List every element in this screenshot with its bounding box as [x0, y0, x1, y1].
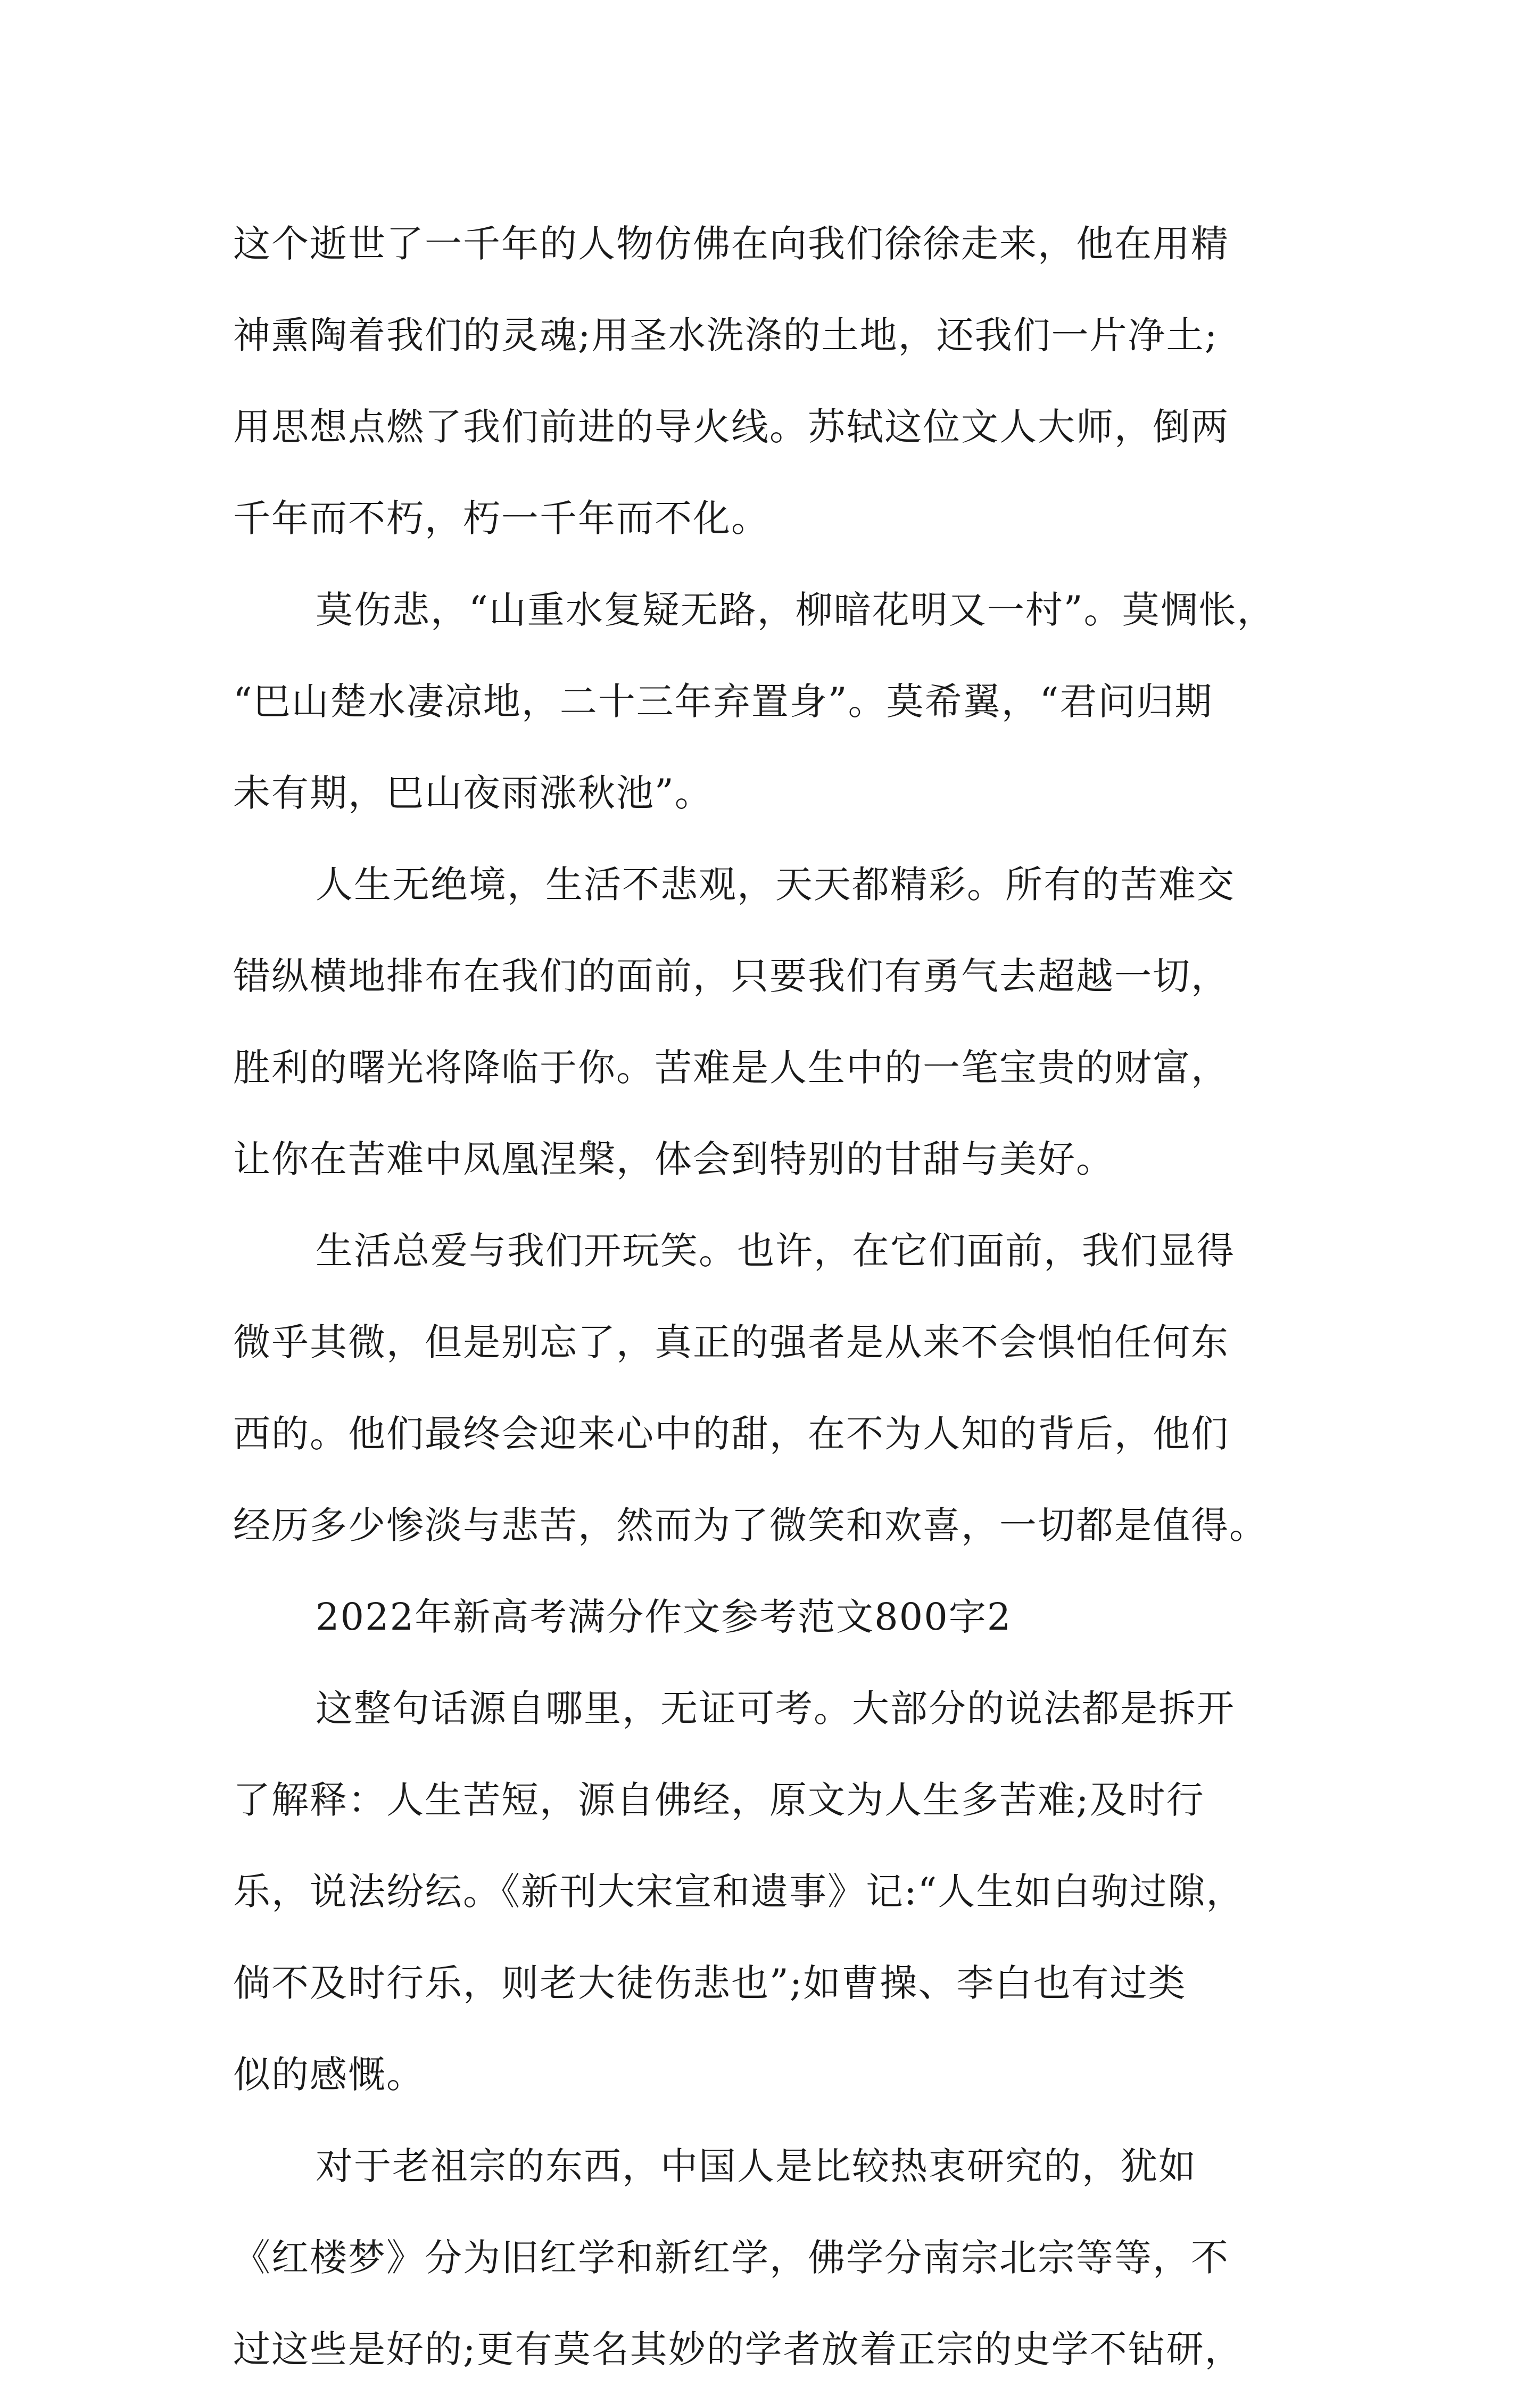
- text-line: 西的。他们最终会迎来心中的甜，在不为人知的背后，他们: [233, 1412, 1229, 1456]
- text-line: 了解释：人生苦短，源自佛经，原文为人生多苦难;及时行: [233, 1778, 1205, 1822]
- text-line: 乐，说法纷纭。《新刊大宋宣和遗事》记:“人生如白驹过隙，: [233, 1870, 1245, 1913]
- paragraph: [233, 564, 1308, 839]
- text-line: 莫伤悲，“山重水复疑无路，柳暗花明又一村”。莫惆怅，: [316, 588, 1276, 632]
- paragraph: [233, 1205, 1308, 1571]
- text-line: 《红楼梦》分为旧红学和新红学，佛学分南宗北宗等等，不: [233, 2236, 1229, 2280]
- paragraph: [233, 839, 1308, 1205]
- text-line: 倘不及时行乐，则老大徒伤悲也”;如曹操、李白也有过类: [233, 1961, 1187, 2005]
- text-line: 过这些是好的;更有莫名其妙的学者放着正宗的史学不钻研，: [233, 2327, 1243, 2371]
- text-line: 让你在苦难中凤凰涅槃，体会到特别的甘甜与美好。: [233, 1137, 1114, 1181]
- section-heading: [233, 1571, 1308, 1663]
- heading-text: 2022年新高考满分作文参考范文800字2: [316, 1595, 1012, 1639]
- paragraph: [233, 2120, 1308, 2395]
- text-line: 神熏陶着我们的灵魂;用圣水洗涤的土地，还我们一片净土;: [233, 313, 1219, 357]
- text-line: 微乎其微，但是别忘了，真正的强者是从来不会惧怕任何东: [233, 1320, 1229, 1364]
- text-line: 似的感慨。: [233, 2053, 425, 2096]
- text-line: 这整句话源自哪里，无证可考。大部分的说法都是拆开: [316, 1687, 1235, 1730]
- paragraph: [233, 1663, 1308, 2120]
- text-line: 错纵横地排布在我们的面前，只要我们有勇气去超越一切，: [233, 954, 1229, 998]
- text-line: 经历多少惨淡与悲苦，然而为了微笑和欢喜，一切都是值得。: [233, 1504, 1268, 1547]
- text-line: “巴山楚水凄凉地，二十三年弃置身”。莫希翼，“君问归期: [233, 680, 1213, 723]
- text-line: 未有期，巴山夜雨涨秋池”。: [233, 771, 713, 815]
- text-line: 这个逝世了一千年的人物仿佛在向我们徐徐走来，他在用精: [233, 222, 1229, 266]
- paragraph: [233, 198, 1308, 564]
- text-line: 对于老祖宗的东西，中国人是比较热衷研究的，犹如: [316, 2144, 1197, 2188]
- document-body: [233, 198, 1308, 2395]
- text-line: 胜利的曙光将降临于你。苦难是人生中的一笔宝贵的财富，: [233, 1046, 1229, 1089]
- text-line: 生活总爱与我们开玩笑。也许，在它们面前，我们显得: [316, 1229, 1235, 1273]
- text-line: 千年而不朽，朽一千年而不化。: [233, 497, 769, 540]
- text-line: 用思想点燃了我们前进的导火线。苏轼这位文人大师，倒两: [233, 405, 1229, 449]
- text-line: 人生无绝境，生活不悲观，天天都精彩。所有的苦难交: [316, 863, 1235, 906]
